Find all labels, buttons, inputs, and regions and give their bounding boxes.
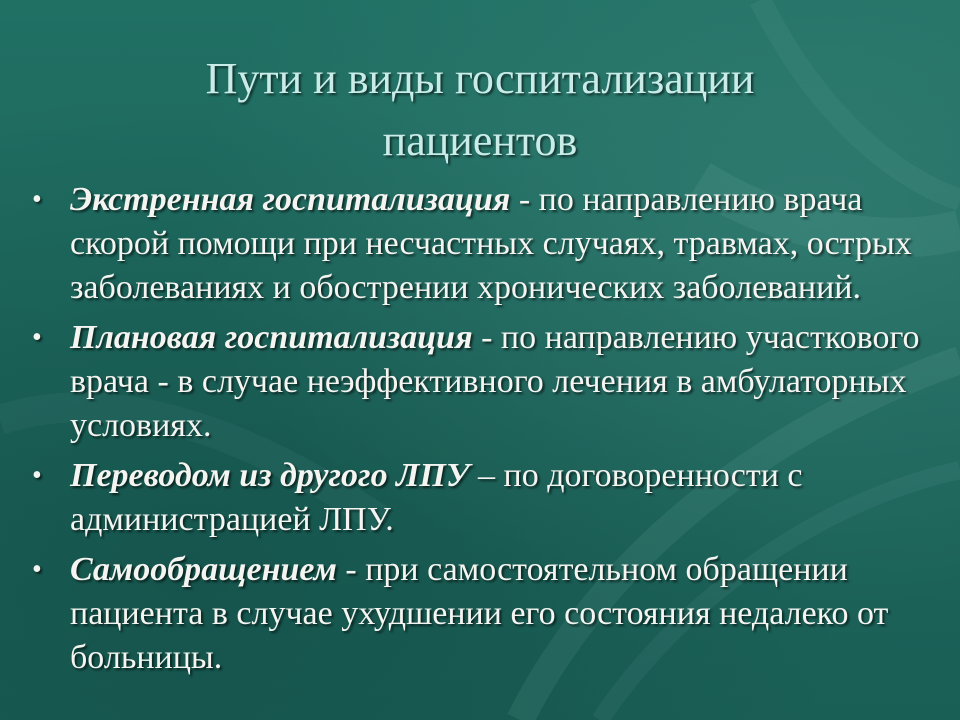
item-term: Переводом из другого ЛПУ xyxy=(70,457,470,494)
hospitalization-types-list xyxy=(30,178,930,686)
list-item-planned xyxy=(30,316,930,448)
slide-title xyxy=(0,48,960,172)
list-item-transfer xyxy=(30,454,930,542)
item-description: - по направлению участкового врача - в случае неэффективного лечения в амбулаторных условиях. xyxy=(70,319,920,444)
item-description: – по договоренности с администрацией ЛПУ. xyxy=(70,457,803,538)
bullet-icon: • xyxy=(32,322,42,353)
item-term: Экстренная госпитализация xyxy=(70,181,511,218)
bullet-icon: • xyxy=(32,554,42,585)
bullet-icon: • xyxy=(32,460,42,491)
slide-title-line-1: Пути и виды госпитализации xyxy=(205,54,755,103)
item-description: - при самостоятельном обращении пациента в случае ухудшении его состояния недалеко от больницы. xyxy=(70,551,889,676)
slide-title-line-2: пациентов xyxy=(382,116,578,165)
list-item-emergency xyxy=(30,178,930,310)
list-item-self-referral xyxy=(30,548,930,680)
bullet-icon: • xyxy=(32,184,42,215)
item-term: Самообращением xyxy=(70,551,337,588)
item-term: Плановая госпитализация xyxy=(70,319,473,356)
item-description: - по направлению врача скорой помощи при несчастных случаях, травмах, острых заболеваниях и обострении хронических заболеваний. xyxy=(70,181,912,306)
